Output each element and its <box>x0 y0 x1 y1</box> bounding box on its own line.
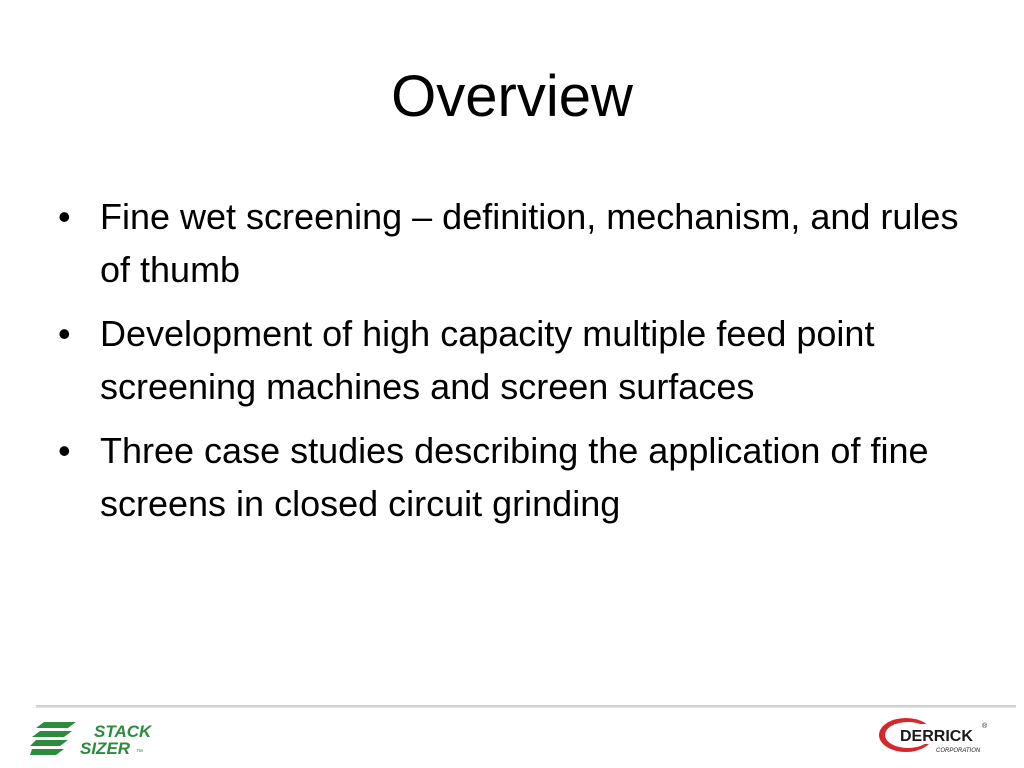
footer-divider <box>36 705 1016 708</box>
bullet-marker: • <box>58 313 71 354</box>
logo-registered: ® <box>982 723 988 730</box>
bullet-text: Three case studies describing the application of fine screens in closed circuit grinding <box>100 430 929 524</box>
logo-text-line1: STACK <box>94 722 152 741</box>
bullet-list <box>58 190 968 541</box>
slide-title: Overview <box>391 64 633 129</box>
stack-sizer-logo-icon <box>30 718 190 758</box>
bullet-marker: • <box>58 196 71 237</box>
bullet-item <box>58 307 968 413</box>
logo-tm: ™ <box>136 749 143 756</box>
derrick-logo-icon <box>878 716 994 758</box>
bullet-text: Fine wet screening – definition, mechanism, and rules of thumb <box>100 196 959 290</box>
logo-text-line2: SIZER <box>80 739 131 758</box>
logo-name: DERRICK <box>900 728 973 745</box>
bullet-item <box>58 190 968 296</box>
bullet-marker: • <box>58 430 71 471</box>
bullet-item <box>58 424 968 530</box>
bullet-text: Development of high capacity multiple feed point screening machines and screen surfaces <box>100 313 875 407</box>
logo-sub: CORPORATION <box>936 748 981 754</box>
